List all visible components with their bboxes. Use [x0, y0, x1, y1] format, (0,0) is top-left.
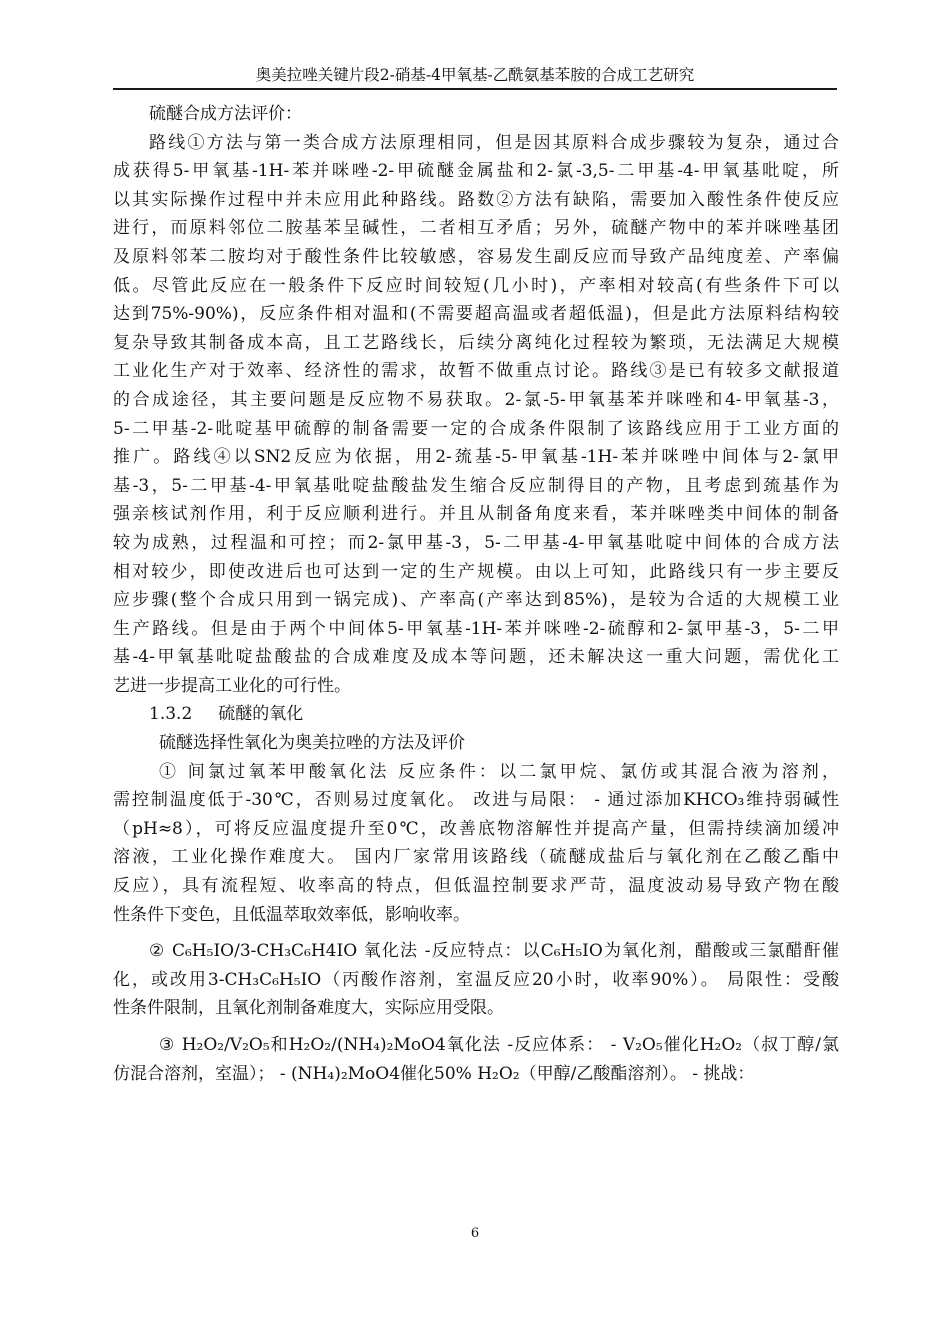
- paragraph-method-3: [113, 1031, 839, 1088]
- section-title: 硫醚的氧化: [218, 704, 304, 725]
- text-line: （pH≈8），可将反应温度提升至0℃，改善底物溶解性并提高产量，但需持续滴加缓冲: [113, 818, 839, 839]
- text-line: 需控制温度低于-30℃，否则易过度氧化。 改进与局限： - 通过添加KHCO₃维持弱碱性: [113, 790, 839, 811]
- evaluation-heading: 硫醚合成方法评价：: [149, 104, 302, 124]
- page-number: 6: [470, 1226, 480, 1241]
- text-line: 化，或改用3-CH₃C₆H₅IO（丙酸作溶剂，室温反应20小时，收率90%）。 局限性：受酸: [113, 969, 839, 990]
- text-line: 较为成熟，过程温和可控；而2-氯甲基-3，5-二甲基-4-甲氧基吡啶中间体的合成方法: [113, 532, 839, 553]
- methods-subheading: 硫醚选择性氧化为奥美拉唑的方法及评价: [159, 733, 465, 754]
- text-line: 艺进一步提高工业化的可行性。: [113, 675, 351, 696]
- text-line: 工业化生产对于效率、经济性的需求，故暂不做重点讨论。路线③是已有较多文献报道: [113, 361, 839, 382]
- text-line: 路线①方法与第一类合成方法原理相同，但是因其原料合成步骤较为复杂，通过合: [149, 132, 839, 153]
- text-line: 强亲核试剂作用，利于反应顺利进行。并且从制备角度来看，苯并咪唑类中间体的制备: [113, 504, 839, 525]
- text-line: 成获得5-甲氧基-1H-苯并咪唑-2-甲硫醚金属盐和2-氯-3,5-二甲基-4-甲氧基吡啶，所: [113, 161, 839, 182]
- text-line: 推广。路线④以SN2反应为依据，用2-巯基-5-甲氧基-1H-苯并咪唑中间体与2-氯甲: [113, 447, 839, 468]
- text-line: ② C₆H₅IO/3-CH₃C₆H4IO 氧化法 -反应特点：以C₆H₅IO为氧化剂，醋酸或三氯醋酐催: [149, 941, 839, 962]
- text-line: 仿混合溶剂，室温）； - (NH₄)₂MoO4催化50% H₂O₂（甲醇/乙酸酯溶剂）。 - 挑战：: [113, 1063, 755, 1084]
- section-heading: [113, 700, 839, 729]
- text-line: 低。尽管此反应在一般条件下反应时间较短(几小时)，产率相对较高(有些条件下可以: [113, 275, 839, 296]
- text-line: 5-二甲基-2-吡啶基甲硫醇的制备需要一定的合成条件限制了该路线应用于工业方面的: [113, 418, 839, 439]
- paragraph-route-evaluation: [113, 129, 839, 701]
- text-line: 复杂导致其制备成本高，且工艺路线长，后续分离纯化过程较为繁琐，无法满足大规模: [113, 332, 839, 353]
- text-line: 反应），具有流程短、收率高的特点，但低温控制要求严苛，温度波动易导致产物在酸: [113, 876, 839, 897]
- text-line: 相对较少，即使改进后也可达到一定的生产规模。由以上可知，此路线只有一步主要反: [113, 561, 839, 582]
- text-line: 性条件限制，且氧化剂制备难度大，实际应用受限。: [113, 998, 504, 1019]
- text-line: ① 间氯过氧苯甲酸氧化法 反应条件：以二氯甲烷、氯仿或其混合液为溶剂，: [159, 761, 839, 782]
- text-line: 以其实际操作过程中并未应用此种路线。路数②方法有缺陷，需要加入酸性条件使反应: [113, 189, 839, 210]
- text-line: 生产路线。但是由于两个中间体5-甲氧基-1H-苯并咪唑-2-硫醇和2-氯甲基-3，5-二甲: [113, 618, 839, 639]
- text-line: 及原料邻苯二胺均对于酸性条件比较敏感，容易发生副反应而导致产品纯度差、产率偏: [113, 246, 839, 267]
- text-line: 基-3，5-二甲基-4-甲氧基吡啶盐酸盐发生缩合反应制得目的产物，且考虑到巯基作为: [113, 475, 839, 496]
- text-line: 进行，而原料邻位二胺基苯呈碱性，二者相互矛盾；另外，硫醚产物中的苯并咪唑基团: [113, 218, 839, 239]
- section-number: 1.3.2: [149, 704, 193, 725]
- text-line: 性条件下变色，且低温萃取效率低，影响收率。: [113, 904, 470, 925]
- text-line: 基-4-甲氧基吡啶盐酸盐的合成难度及成本等问题，还未解决这一重大问题，需优化工: [113, 647, 839, 668]
- header-title: 奥美拉唑关键片段2-硝基-4甲氧基-乙酰氨基苯胺的合成工艺研究: [255, 66, 695, 84]
- text-line: 达到75%-90%)，反应条件相对温和(不需要超高温或者超低温)，但是此方法原料结构较: [113, 304, 839, 325]
- text-line: 溶液，工业化操作难度大。 国内厂家常用该路线（硫醚成盐后与氧化剂在乙酸乙酯中: [113, 847, 839, 868]
- page-body: [113, 100, 839, 1088]
- text-line: 应步骤(整个合成只用到一锅完成)、产率高(产率达到85%)，是较为合适的大规模工业: [113, 590, 839, 611]
- paragraph-method-1: [113, 758, 839, 930]
- text-line: ③ H₂O₂/V₂O₅和H₂O₂/(NH₄)₂MoO4氧化法 -反应体系： - V₂O₅催化H₂O₂（叔丁醇/氯: [159, 1035, 839, 1055]
- running-header: [113, 64, 837, 90]
- text-line: 的合成途径，其主要问题是反应物不易获取。2-氯-5-甲氧基苯并咪唑和4-甲氧基-3，: [113, 389, 839, 410]
- paragraph-method-2: [113, 937, 839, 1023]
